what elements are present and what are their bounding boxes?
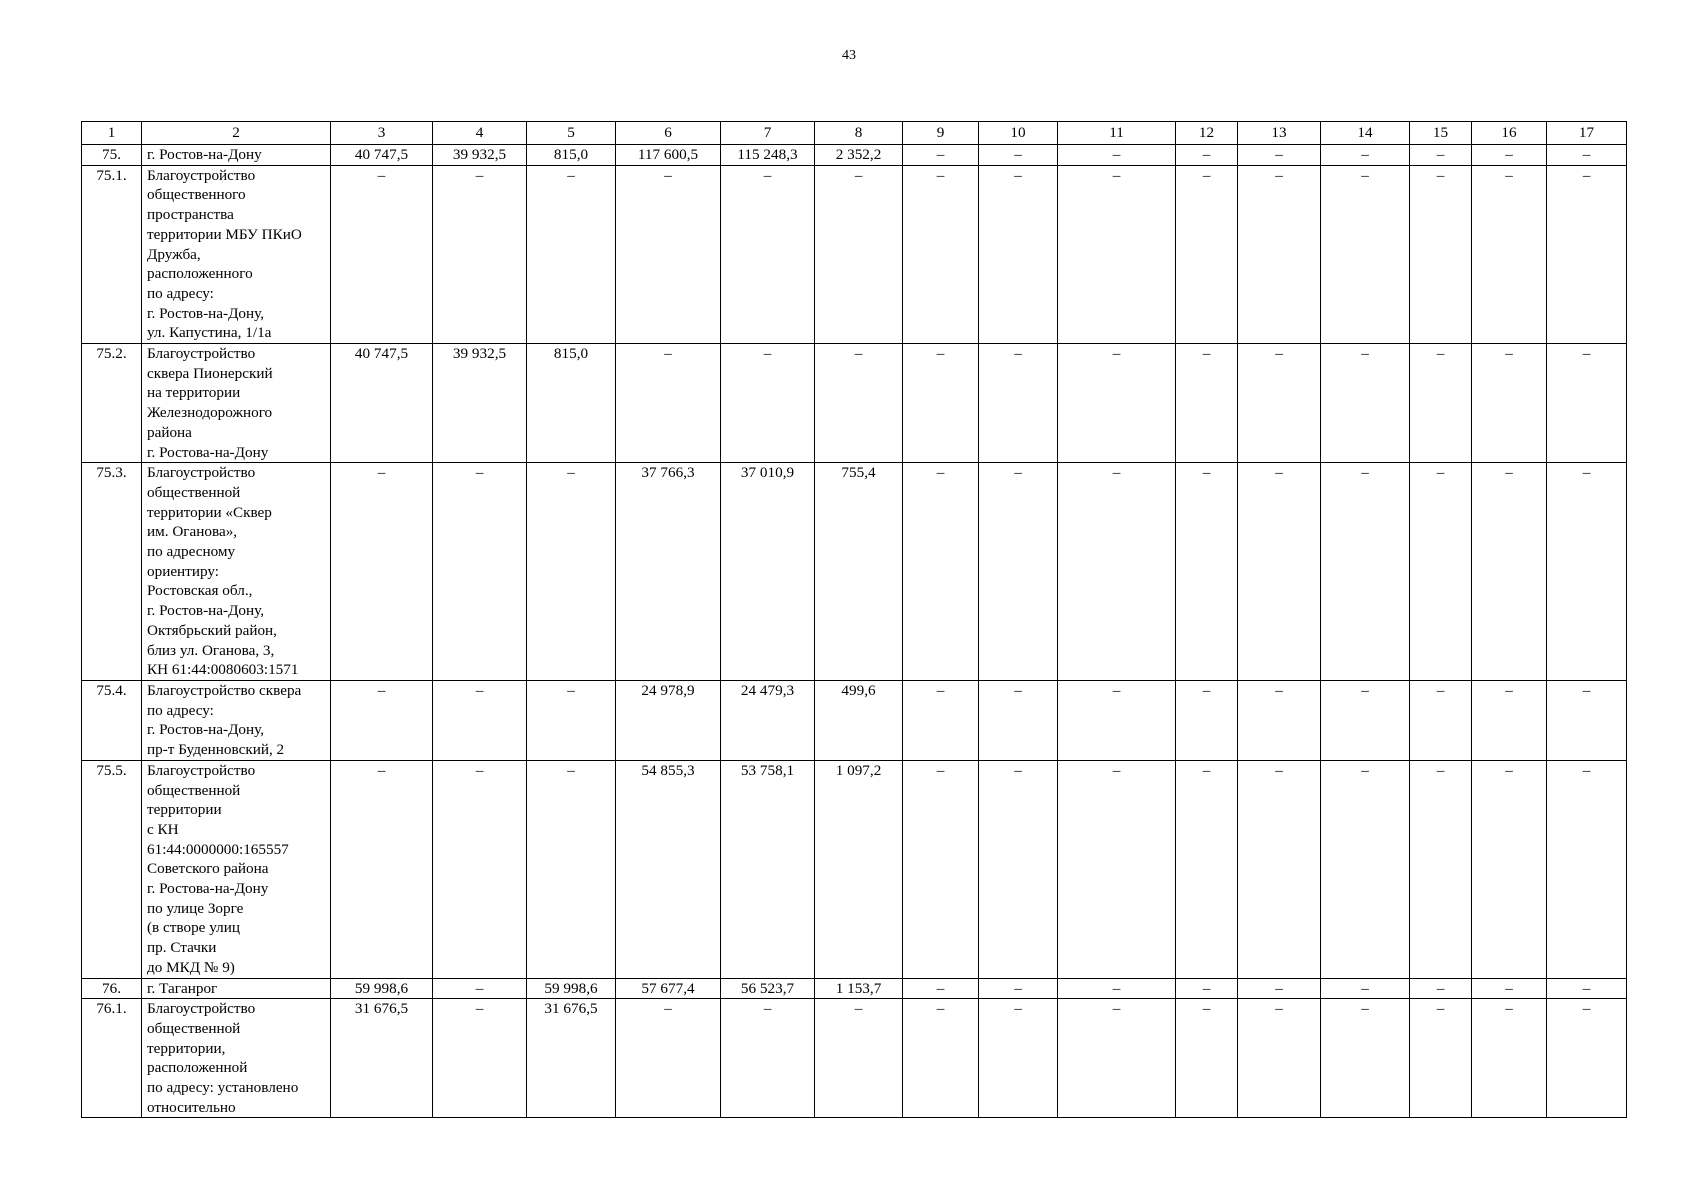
- column-header: 14: [1321, 122, 1410, 145]
- value-cell: –: [903, 145, 979, 166]
- value-cell: –: [616, 999, 721, 1118]
- value-cell: –: [616, 165, 721, 343]
- value-cell: 31 676,5: [331, 999, 433, 1118]
- value-cell: –: [979, 999, 1058, 1118]
- value-cell: 59 998,6: [527, 978, 616, 999]
- row-number-cell: 76.1.: [82, 999, 142, 1118]
- value-cell: –: [1410, 978, 1472, 999]
- column-header: 16: [1472, 122, 1547, 145]
- value-cell: 115 248,3: [721, 145, 815, 166]
- value-cell: –: [1410, 165, 1472, 343]
- column-header: 17: [1547, 122, 1627, 145]
- value-cell: –: [1176, 463, 1238, 681]
- row-number-cell: 75.: [82, 145, 142, 166]
- value-cell: –: [1472, 463, 1547, 681]
- value-cell: –: [903, 680, 979, 760]
- value-cell: –: [1176, 145, 1238, 166]
- value-cell: –: [1321, 145, 1410, 166]
- value-cell: –: [1410, 344, 1472, 463]
- value-cell: –: [1176, 344, 1238, 463]
- value-cell: –: [903, 760, 979, 978]
- row-number-cell: 75.4.: [82, 680, 142, 760]
- value-cell: –: [1321, 999, 1410, 1118]
- value-cell: –: [1410, 760, 1472, 978]
- row-name-cell: г. Ростов-на-Дону: [142, 145, 331, 166]
- column-header: 9: [903, 122, 979, 145]
- value-cell: –: [616, 344, 721, 463]
- table-row: [82, 344, 1627, 463]
- value-cell: –: [433, 680, 527, 760]
- value-cell: –: [1547, 978, 1627, 999]
- value-cell: –: [1238, 680, 1321, 760]
- table-row: [82, 165, 1627, 343]
- value-cell: –: [815, 999, 903, 1118]
- page-number: 43: [842, 48, 856, 63]
- value-cell: –: [527, 680, 616, 760]
- row-name-cell: Благоустройство сквера Пионерский на территории Железнодорожного района г. Ростова-на-Дону: [142, 344, 331, 463]
- value-cell: 815,0: [527, 344, 616, 463]
- row-name-cell: Благоустройство общественной территории «Сквер им. Оганова», по адресному ориентиру: Ростовская обл., г. Ростов-на-Дону, Октябрьский район, близ ул. Оганова, 3, КН 61:44:0080603:1571: [142, 463, 331, 681]
- value-cell: –: [1058, 999, 1176, 1118]
- value-cell: 53 758,1: [721, 760, 815, 978]
- value-cell: –: [1238, 145, 1321, 166]
- value-cell: –: [979, 978, 1058, 999]
- value-cell: –: [1547, 344, 1627, 463]
- table-row: [82, 680, 1627, 760]
- value-cell: –: [1410, 145, 1472, 166]
- value-cell: –: [331, 165, 433, 343]
- value-cell: 24 978,9: [616, 680, 721, 760]
- value-cell: 2 352,2: [815, 145, 903, 166]
- value-cell: 40 747,5: [331, 344, 433, 463]
- value-cell: –: [903, 344, 979, 463]
- value-cell: –: [1472, 999, 1547, 1118]
- table-row: [82, 999, 1627, 1118]
- value-cell: –: [1472, 680, 1547, 760]
- row-number-cell: 76.: [82, 978, 142, 999]
- row-number-cell: 75.5.: [82, 760, 142, 978]
- value-cell: –: [1410, 680, 1472, 760]
- value-cell: –: [903, 999, 979, 1118]
- column-header: 5: [527, 122, 616, 145]
- table-header-row: [82, 122, 1627, 145]
- value-cell: –: [1547, 760, 1627, 978]
- value-cell: –: [1547, 165, 1627, 343]
- value-cell: –: [1176, 999, 1238, 1118]
- value-cell: –: [1321, 463, 1410, 681]
- value-cell: 39 932,5: [433, 145, 527, 166]
- value-cell: –: [1547, 463, 1627, 681]
- value-cell: –: [979, 344, 1058, 463]
- value-cell: –: [1058, 760, 1176, 978]
- value-cell: –: [1238, 760, 1321, 978]
- value-cell: –: [527, 165, 616, 343]
- value-cell: 755,4: [815, 463, 903, 681]
- column-header: 6: [616, 122, 721, 145]
- value-cell: –: [1321, 165, 1410, 343]
- table-row: [82, 463, 1627, 681]
- value-cell: –: [1176, 680, 1238, 760]
- value-cell: –: [1058, 145, 1176, 166]
- value-cell: –: [1547, 680, 1627, 760]
- value-cell: 499,6: [815, 680, 903, 760]
- row-number-cell: 75.1.: [82, 165, 142, 343]
- row-name-cell: Благоустройство общественной территории, расположенной по адресу: установлено относительно: [142, 999, 331, 1118]
- table-row: [82, 760, 1627, 978]
- value-cell: –: [1058, 680, 1176, 760]
- table-row: [82, 145, 1627, 166]
- row-name-cell: г. Таганрог: [142, 978, 331, 999]
- value-cell: –: [1472, 165, 1547, 343]
- value-cell: 39 932,5: [433, 344, 527, 463]
- column-header: 8: [815, 122, 903, 145]
- value-cell: –: [433, 978, 527, 999]
- row-name-cell: Благоустройство общественной территории с КН 61:44:0000000:165557 Советского района г. Ростова-на-Дону по улице Зорге (в створе улиц пр. Стачки до МКД № 9): [142, 760, 331, 978]
- value-cell: –: [903, 463, 979, 681]
- value-cell: –: [979, 463, 1058, 681]
- value-cell: –: [331, 680, 433, 760]
- value-cell: –: [979, 145, 1058, 166]
- value-cell: –: [1472, 344, 1547, 463]
- column-header: 10: [979, 122, 1058, 145]
- value-cell: –: [1058, 978, 1176, 999]
- value-cell: –: [1176, 165, 1238, 343]
- value-cell: –: [527, 760, 616, 978]
- value-cell: –: [721, 344, 815, 463]
- value-cell: –: [433, 999, 527, 1118]
- value-cell: –: [527, 463, 616, 681]
- row-number-cell: 75.2.: [82, 344, 142, 463]
- value-cell: –: [433, 463, 527, 681]
- value-cell: –: [903, 978, 979, 999]
- value-cell: –: [1547, 999, 1627, 1118]
- value-cell: –: [1321, 760, 1410, 978]
- value-cell: –: [903, 165, 979, 343]
- column-header: 13: [1238, 122, 1321, 145]
- value-cell: –: [433, 760, 527, 978]
- value-cell: 815,0: [527, 145, 616, 166]
- value-cell: 59 998,6: [331, 978, 433, 999]
- value-cell: 37 010,9: [721, 463, 815, 681]
- column-header: 11: [1058, 122, 1176, 145]
- value-cell: –: [721, 999, 815, 1118]
- column-header: 1: [82, 122, 142, 145]
- value-cell: 1 153,7: [815, 978, 903, 999]
- value-cell: –: [1058, 463, 1176, 681]
- value-cell: 57 677,4: [616, 978, 721, 999]
- value-cell: –: [1238, 165, 1321, 343]
- value-cell: 40 747,5: [331, 145, 433, 166]
- value-cell: –: [979, 760, 1058, 978]
- value-cell: –: [815, 165, 903, 343]
- value-cell: –: [1238, 978, 1321, 999]
- value-cell: –: [1472, 978, 1547, 999]
- column-header: 4: [433, 122, 527, 145]
- value-cell: –: [331, 463, 433, 681]
- value-cell: –: [1472, 760, 1547, 978]
- value-cell: 54 855,3: [616, 760, 721, 978]
- value-cell: –: [433, 165, 527, 343]
- row-name-cell: Благоустройство сквера по адресу: г. Ростов-на-Дону, пр-т Буденновский, 2: [142, 680, 331, 760]
- column-header: 3: [331, 122, 433, 145]
- value-cell: –: [1410, 463, 1472, 681]
- value-cell: –: [1321, 344, 1410, 463]
- value-cell: –: [979, 680, 1058, 760]
- column-header: 2: [142, 122, 331, 145]
- value-cell: 56 523,7: [721, 978, 815, 999]
- value-cell: –: [721, 165, 815, 343]
- value-cell: –: [979, 165, 1058, 343]
- value-cell: –: [1321, 978, 1410, 999]
- value-cell: –: [1176, 978, 1238, 999]
- value-cell: 117 600,5: [616, 145, 721, 166]
- value-cell: –: [1238, 344, 1321, 463]
- value-cell: –: [1321, 680, 1410, 760]
- column-header: 15: [1410, 122, 1472, 145]
- budget-table: [81, 121, 1627, 1118]
- row-number-cell: 75.3.: [82, 463, 142, 681]
- value-cell: 31 676,5: [527, 999, 616, 1118]
- value-cell: –: [1238, 463, 1321, 681]
- value-cell: –: [1176, 760, 1238, 978]
- value-cell: –: [1410, 999, 1472, 1118]
- table-row: [82, 978, 1627, 999]
- value-cell: 37 766,3: [616, 463, 721, 681]
- value-cell: –: [331, 760, 433, 978]
- column-header: 7: [721, 122, 815, 145]
- value-cell: –: [1472, 145, 1547, 166]
- value-cell: –: [1058, 344, 1176, 463]
- column-header: 12: [1176, 122, 1238, 145]
- table-body: [82, 145, 1627, 1118]
- value-cell: –: [1547, 145, 1627, 166]
- value-cell: 1 097,2: [815, 760, 903, 978]
- value-cell: –: [1238, 999, 1321, 1118]
- value-cell: –: [815, 344, 903, 463]
- value-cell: 24 479,3: [721, 680, 815, 760]
- value-cell: –: [1058, 165, 1176, 343]
- row-name-cell: Благоустройство общественного пространства территории МБУ ПКиО Дружба, расположенного по адресу: г. Ростов-на-Дону, ул. Капустина, 1/1а: [142, 165, 331, 343]
